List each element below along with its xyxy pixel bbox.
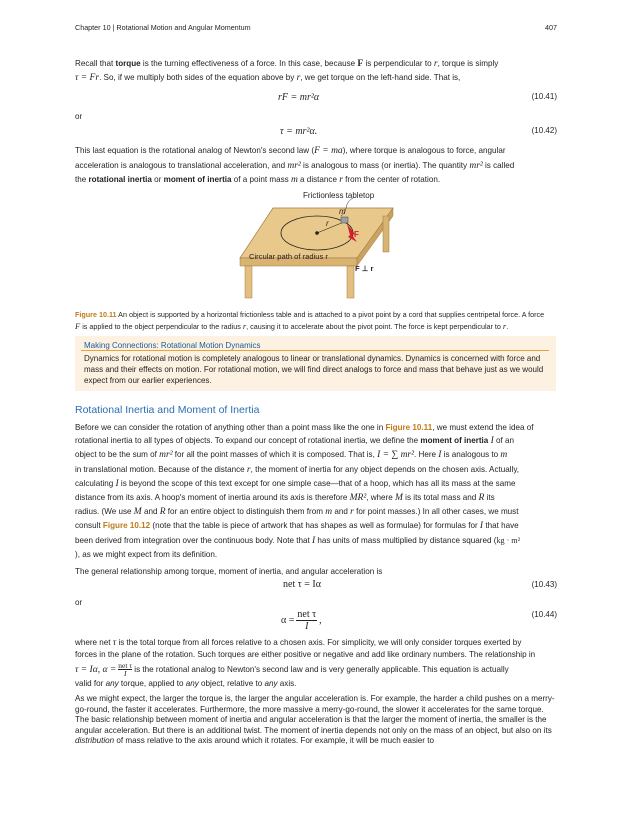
figure-link[interactable]: Figure 10.11 <box>385 423 433 432</box>
box-text: Dynamics for rotational motion is completely analogous to linear or translational dynamics. Dynamics is concerned with force and mass and their effects on motion. For rotational motion, we will find direct analogs to force and mass that behave just as we would expect from our earlier experiences. <box>84 354 544 385</box>
table-leg <box>347 266 354 298</box>
equation-10-44: α = net τ I , <box>281 609 322 632</box>
making-connections-box <box>75 336 556 391</box>
box-title: Making Connections: Rotational Motion Dynamics <box>84 341 261 350</box>
point-mass <box>341 217 348 223</box>
equation-number: (10.43) <box>531 580 557 589</box>
paragraph-rotational-analog: This last equation is the rotational analog of Newton's second law (F = ma), where torque is analogous to force, angular acceleration is analogous to translational acceleration, and mr² is analogous to mass (or inertia). The quantity mr² is called the rotational inertia or moment of inertia of a point mass m a distance r from the center of rotation. <box>75 146 515 185</box>
box-divider <box>81 350 549 351</box>
equation-10-43: net τ = Iα <box>283 579 321 590</box>
label-circular-path: Circular path of radius r <box>249 252 328 261</box>
running-header: Chapter 10 | Rotational Motion and Angular Momentum <box>75 23 251 32</box>
figure-caption: Figure 10.11 An object is supported by a horizontal frictionless table and is attached to a pivot point by a cord that supplies centripetal force. A force F is applied to the object perpendicular to the radius r, causing it to accelerate about the pivot point. The force is kept perpendicular to r. <box>75 310 545 331</box>
table-leg <box>245 266 252 298</box>
label-perpendicular: F ⊥ r <box>355 264 374 273</box>
paragraph-angular-acceleration: As we might expect, the larger the torque is, the larger the angular acceleration is. For example, the harder a child pushes on a merry-go-round, the faster it accelerates. Furthermore, the more massive a merry-go-round, the slower it accelerates for the same torque. The basic relationship between moment of inertia and angular acceleration is that the larger the moment of inertia, the smaller is the angular acceleration. But there is an additional twist. The moment of inertia depends not only on the mass of an object, but also on its distribution of mass relative to the axis around which it rotates. For example, it will be much easier to <box>75 694 555 746</box>
label-m: m <box>339 207 346 216</box>
or-text: or <box>75 598 83 607</box>
equation-number: (10.41) <box>531 92 557 101</box>
label-frictionless-tabletop: Frictionless tabletop <box>303 191 375 200</box>
label-F: F <box>354 230 359 239</box>
paragraph-general-relationship: The general relationship among torque, moment of inertia, and angular acceleration is <box>75 567 383 576</box>
figure-frictionless-table <box>235 190 395 300</box>
equation-number: (10.42) <box>531 126 557 135</box>
equation-10-41: rF = mr²α <box>278 92 320 103</box>
label-r: r <box>326 219 329 228</box>
equation-10-42: τ = mr²α. <box>280 126 318 137</box>
section-title: Rotational Inertia and Moment of Inertia <box>75 404 260 416</box>
paragraph-moment-of-inertia: Before we can consider the rotation of anything other than a point mass like the one in Figure 10.11, we must extend the idea of rotational inertia to all types of objects. To expand our concept of rotational inertia, we define the moment of inertia I of an object to be the sum of mr² for all the point masses of which it is composed. That is, I = ∑ mr². Here I is analogous to m in translational motion. Because of the distance r, the moment of inertia for any object depends on the chosen axis. Actually, calculating I is beyond the scope of this text except for one simple case—that of a hoop, which has all its mass at the same distance from its axis. A hoop's moment of inertia around its axis is therefore MR², where M is its total mass and R its radius. (We use M and R for an entire object to distinguish them from m and r for point masses.) In all other cases, we must consult Figure 10.12 (note that the table is piece of artwork that has shapes as well as formulae) for formulas for I that have been derived from integration over the continuous body. Note that I has units of mass multiplied by distance squared (kg · m² ), as we might expect from its definition. <box>75 423 534 559</box>
paragraph-net-torque: where net τ is the total torque from all forces relative to a chosen axis. For simplicity, we will only consider torques exerted by forces in the plane of the rotation. Such torques are either positive or negative and add like ordinary numbers. The relationship in τ = Iα, α = net τ I is the rotational analog to Newton's second law and is very generally applicable. This equation is actually valid for any torque, applied to any object, relative to any axis. <box>75 638 536 689</box>
paragraph-torque: Recall that torque is the turning effectiveness of a force. In this case, because F is perpendicular to r, torque is simply τ = Fr. So, if we multiply both sides of the equation above by r, we get torque on the left-hand side. That is, <box>75 59 499 83</box>
equation-number: (10.44) <box>531 610 557 619</box>
table-leg <box>383 216 389 252</box>
figure-link[interactable]: Figure 10.12 <box>102 521 151 531</box>
page-number: 407 <box>545 23 557 32</box>
or-text: or <box>75 112 83 121</box>
